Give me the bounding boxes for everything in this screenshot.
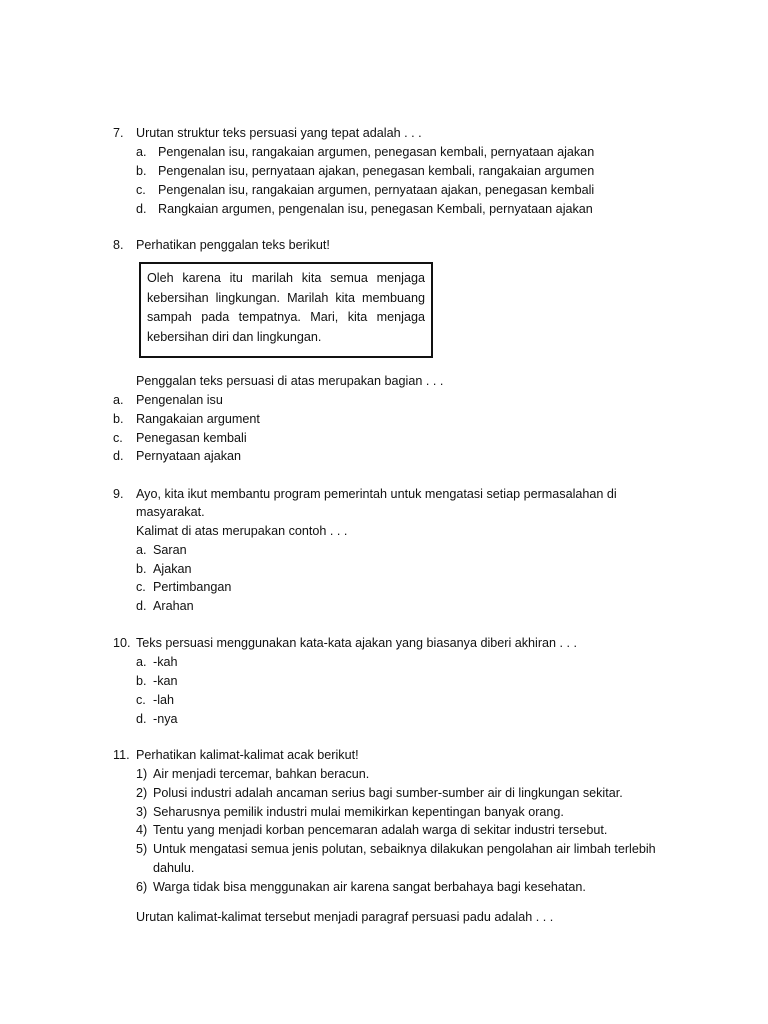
option-letter: a.	[136, 145, 147, 159]
question-number: 7.	[113, 126, 124, 140]
question-followup: Urutan kalimat-kalimat tersebut menjadi paragraf persuasi padu adalah . . .	[136, 910, 554, 924]
list-item-text: Polusi industri adalah ancaman serius bagi sumber-sumber air di lingkungan sekitar.	[153, 786, 623, 800]
option-text: Penegasan kembali	[136, 431, 247, 445]
option-text: Arahan	[153, 599, 194, 613]
question-text: Perhatikan penggalan teks berikut!	[136, 238, 330, 252]
list-item-text-continued: dahulu.	[153, 861, 195, 875]
question-followup: Penggalan teks persuasi di atas merupakan bagian . . .	[136, 374, 444, 388]
option-text: Pengenalan isu, rangakaian argumen, pernyataan ajakan, penegasan kembali	[158, 183, 595, 197]
option-text: -kah	[153, 655, 178, 669]
option-text: Saran	[153, 543, 187, 557]
option-letter: c.	[136, 693, 146, 707]
option-letter: b.	[136, 562, 147, 576]
list-item-text: Tentu yang menjadi korban pencemaran adalah warga di sekitar industri tersebut.	[153, 823, 608, 837]
question-text: Teks persuasi menggunakan kata-kata ajakan yang biasanya diberi akhiran . . .	[136, 636, 578, 650]
list-item-number: 1)	[136, 767, 148, 781]
list-item-text: Warga tidak bisa menggunakan air karena sangat berbahaya bagi kesehatan.	[153, 880, 586, 894]
list-item-number: 3)	[136, 805, 148, 819]
option-letter: b.	[136, 164, 147, 178]
list-item-text: Seharusnya pemilik industri mulai memikirkan kepentingan banyak orang.	[153, 805, 564, 819]
list-item-number: 4)	[136, 823, 148, 837]
option-letter: d.	[136, 599, 147, 613]
option-letter: a.	[113, 393, 124, 407]
question-text-continued: masyarakat.	[136, 505, 205, 519]
option-text: Rangkaian argumen, pengenalan isu, penegasan Kembali, pernyataan ajakan	[158, 202, 593, 216]
option-letter: a.	[136, 543, 147, 557]
list-item-number: 6)	[136, 880, 148, 894]
option-text: Ajakan	[153, 562, 192, 576]
option-text: Pertimbangan	[153, 580, 232, 594]
excerpt-box	[139, 262, 433, 358]
option-text: Pengenalan isu, rangakaian argumen, penegasan kembali, pernyataan ajakan	[158, 145, 595, 159]
option-letter: a.	[136, 655, 147, 669]
excerpt-text: Oleh karena itu marilah kita semua menjaga kebersihan lingkungan. Marilah kita membuang sampah pada tempatnya. Mari, kita menjaga kebersihan diri dan lingkungan.	[147, 271, 425, 344]
question-text: Ayo, kita ikut membantu program pemerintah untuk mengatasi setiap permasalahan di	[136, 487, 617, 501]
question-number: 10.	[113, 636, 131, 650]
option-text: -lah	[153, 693, 174, 707]
option-letter: c.	[113, 431, 123, 445]
list-item-text: Untuk mengatasi semua jenis polutan, sebaiknya dilakukan pengolahan air limbah terlebih	[153, 842, 656, 856]
option-text: -nya	[153, 712, 178, 726]
question-number: 11.	[113, 748, 130, 762]
option-letter: c.	[136, 183, 146, 197]
list-item-number: 2)	[136, 786, 148, 800]
question-number: 9.	[113, 487, 124, 501]
question-text: Urutan struktur teks persuasi yang tepat adalah . . .	[136, 126, 422, 140]
option-text: -kan	[153, 674, 178, 688]
option-text: Pengenalan isu	[136, 393, 223, 407]
option-text: Pengenalan isu, pernyataan ajakan, penegasan kembali, rangakaian argumen	[158, 164, 595, 178]
question-followup: Kalimat di atas merupakan contoh . . .	[136, 524, 348, 538]
question-number: 8.	[113, 238, 124, 252]
option-letter: b.	[113, 412, 124, 426]
option-letter: c.	[136, 580, 146, 594]
option-text: Rangakaian argument	[136, 412, 260, 426]
option-letter: d.	[136, 202, 147, 216]
option-letter: d.	[113, 449, 124, 463]
option-letter: b.	[136, 674, 147, 688]
list-item-number: 5)	[136, 842, 148, 856]
list-item-text: Air menjadi tercemar, bahkan beracun.	[153, 767, 370, 781]
question-text: Perhatikan kalimat-kalimat acak berikut!	[136, 748, 359, 762]
option-text: Pernyataan ajakan	[136, 449, 242, 463]
option-letter: d.	[136, 712, 147, 726]
